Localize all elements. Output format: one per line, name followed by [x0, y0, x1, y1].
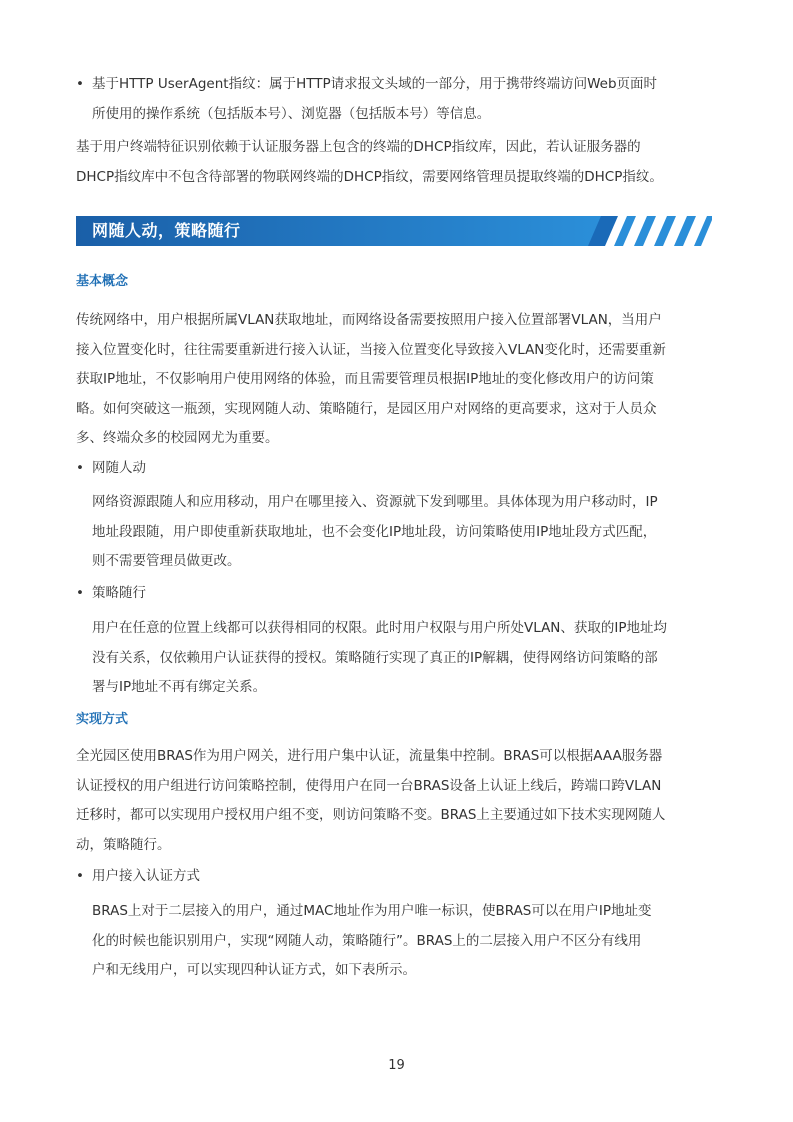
section-title: 网随人动，策略随行	[92, 221, 241, 240]
page-number: 19	[388, 1058, 405, 1073]
impl-para-line4: 动，策略随行。	[76, 836, 171, 853]
basic-para-line5: 多、终端众多的校园网尤为重要。	[76, 430, 279, 446]
impl-para-line2: 认证授权的用户组进行访问策略控制，使得用户在同一台BRAS设备上认证上线后，跨端口跨VLAN	[76, 777, 662, 794]
bullet-access-auth-line1: BRAS上对于二层接入的用户，通过MAC地址作为用户唯一标识，使BRAS可以在用户IP地址变	[92, 903, 652, 919]
bullet-access-auth-title: 用户接入认证方式	[92, 868, 200, 884]
bullet-dot: •	[76, 460, 84, 476]
impl-para-line1: 全光园区使用BRAS作为用户网关，进行用户集中认证，流量集中控制。BRAS可以根据AAA服务器	[76, 748, 663, 764]
bullet-policy-follows-line1: 用户在任意的位置上线都可以获得相同的权限。此时用户权限与用户所处VLAN、获取的IP地址均	[92, 620, 668, 636]
bullet-network-follows-title: 网随人动	[92, 460, 146, 476]
bullet-dot: •	[76, 585, 84, 601]
section-banner-bar	[76, 216, 601, 246]
heading-implementation: 实现方式	[76, 712, 129, 727]
bullet-network-follows-line1: 网络资源跟随人和应用移动，用户在哪里接入、资源就下发到哪里。具体体现为用户移动时，IP	[92, 494, 658, 510]
impl-para-line3: 迁移时，都可以实现用户授权用户组不变，则访问策略不变。BRAS上主要通过如下技术实现网随人	[76, 807, 666, 823]
bullet-useragent-line2: 所使用的操作系统（包括版本号）、浏览器（包括版本号）等信息。	[92, 105, 491, 122]
bullet-policy-follows-title: 策略随行	[92, 585, 146, 601]
heading-basic-concept: 基本概念	[76, 274, 129, 289]
intro-para-line1: 基于用户终端特征识别依赖于认证服务器上包含的终端的DHCP指纹库，因此，若认证服务器的	[76, 139, 641, 155]
basic-para-line3: 获取IP地址，不仅影响用户使用网络的体验，而且需要管理员根据IP地址的变化修改用户的访问策	[76, 371, 654, 387]
banner-stripes-decoration	[588, 216, 712, 246]
section-banner	[76, 216, 712, 246]
bullet-network-follows-line3: 则不需要管理员做更改。	[92, 553, 241, 569]
bullet-useragent-line1: 基于HTTP UserAgent指纹：属于HTTP请求报文头域的一部分，用于携带终端访问Web页面时	[92, 76, 658, 92]
bullet-access-auth-line2: 化的时候也能识别用户，实现“网随人动，策略随行”。BRAS上的二层接入用户不区分有线用	[92, 932, 642, 949]
bullet-policy-follows-line3: 署与IP地址不再有绑定关系。	[92, 679, 267, 695]
bullet-network-follows-line2: 地址段跟随，用户即使重新获取地址，也不会变化IP地址段，访问策略使用IP地址段方式匹配，	[92, 523, 657, 540]
bullet-access-auth-line3: 户和无线用户，可以实现四种认证方式，如下表所示。	[92, 962, 416, 978]
bullet-dot: •	[76, 868, 84, 884]
basic-para-line2: 接入位置变化时，往往需要重新进行接入认证，当接入位置变化导致接入VLAN变化时，还需要重新	[76, 341, 666, 358]
basic-para-line4: 略。如何突破这一瓶颈，实现网随人动、策略随行，是园区用户对网络的更高要求，这对于人员众	[76, 400, 657, 417]
basic-para-line1: 传统网络中，用户根据所属VLAN获取地址，而网络设备需要按照用户接入位置部署VLAN，当用户	[76, 312, 662, 328]
intro-para-line2: DHCP指纹库中不包含待部署的物联网终端的DHCP指纹，需要网络管理员提取终端的DHCP指纹。	[76, 168, 663, 185]
bullet-policy-follows-line2: 没有关系，仅依赖用户认证获得的授权。策略随行实现了真正的IP解耦，使得网络访问策略的部	[92, 649, 658, 666]
bullet-dot: •	[76, 76, 84, 92]
